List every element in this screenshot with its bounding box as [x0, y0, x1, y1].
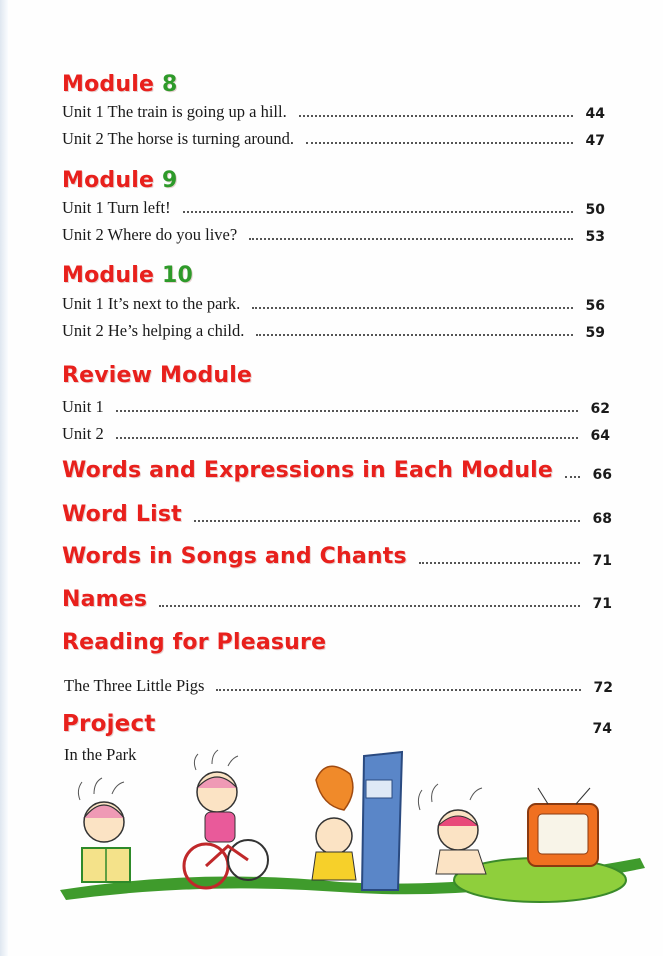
toc-row[interactable] — [62, 292, 605, 314]
toc-row[interactable] — [62, 196, 605, 218]
page-number: 72 — [593, 680, 613, 696]
page-number: 68 — [592, 511, 612, 527]
project-heading: Project — [62, 711, 156, 737]
page-number: 44 — [585, 106, 605, 122]
story-title: The Three Little Pigs — [64, 676, 205, 695]
unit-title: Unit 2 He’s helping a child. — [62, 321, 245, 340]
unit-title: Unit 1 — [62, 397, 104, 416]
entry-title: Word List — [62, 502, 182, 527]
leader-dots — [116, 436, 578, 439]
door-kid-figure — [312, 752, 402, 890]
toc-row[interactable] — [62, 422, 610, 444]
page-number: 59 — [585, 325, 605, 341]
page-number: 47 — [585, 133, 605, 149]
leader-dots — [159, 604, 580, 607]
page-number: 71 — [592, 596, 612, 612]
page-number: 53 — [585, 229, 605, 245]
page-number: 62 — [590, 401, 610, 417]
page-number: 71 — [592, 553, 612, 569]
toc-heading-row[interactable] — [62, 502, 612, 527]
cyclist-figure — [184, 750, 268, 888]
toc-heading-row[interactable] — [62, 458, 612, 483]
page-number: 56 — [585, 298, 605, 314]
leader-dots — [565, 475, 580, 478]
toc-row[interactable] — [62, 395, 610, 417]
toc-row[interactable] — [62, 127, 605, 149]
entry-title: Words in Songs and Chants — [62, 544, 407, 569]
leader-dots — [194, 519, 580, 522]
page-number: 50 — [585, 202, 605, 218]
leader-dots — [249, 237, 573, 240]
toc-heading-row[interactable] — [62, 587, 612, 612]
leader-dots — [419, 561, 580, 564]
entry-title: Names — [62, 587, 148, 612]
unit-title: Unit 1 Turn left! — [62, 198, 171, 217]
page-number: 74 — [592, 721, 612, 737]
leader-dots — [252, 306, 573, 309]
reading-heading: Reading for Pleasure — [62, 630, 327, 655]
unit-title: Unit 2 The horse is turning around. — [62, 129, 295, 148]
module-9-heading: Module 9 — [62, 168, 178, 193]
module-8-heading: Module 8 — [62, 72, 178, 97]
review-module-heading: Review Module — [62, 363, 253, 388]
leader-dots — [299, 114, 573, 117]
toc-heading-row[interactable] — [62, 711, 612, 737]
project-subtitle: In the Park — [64, 745, 137, 764]
toc-heading-row[interactable] — [62, 544, 612, 569]
leader-dots — [216, 688, 581, 691]
page-number: 66 — [592, 467, 612, 483]
toc-row[interactable] — [62, 223, 605, 245]
unit-title: Unit 1 The train is going up a hill. — [62, 102, 287, 121]
leader-dots — [256, 333, 573, 336]
module-10-heading: Module 10 — [62, 263, 193, 288]
toc-row[interactable] — [64, 674, 613, 696]
unit-title: Unit 2 — [62, 424, 104, 443]
entry-title: Words and Expressions in Each Module — [62, 458, 554, 483]
unit-title: Unit 1 It’s next to the park. — [62, 294, 241, 313]
toc-row[interactable] — [62, 100, 605, 122]
park-illustration — [0, 740, 663, 956]
unit-title: Unit 2 Where do you live? — [62, 225, 238, 244]
page-number: 64 — [590, 428, 610, 444]
leader-dots — [116, 409, 578, 412]
toc-row[interactable] — [62, 319, 605, 341]
leader-dots — [183, 210, 573, 213]
reading-kid-figure — [78, 778, 130, 882]
leader-dots — [306, 141, 573, 144]
